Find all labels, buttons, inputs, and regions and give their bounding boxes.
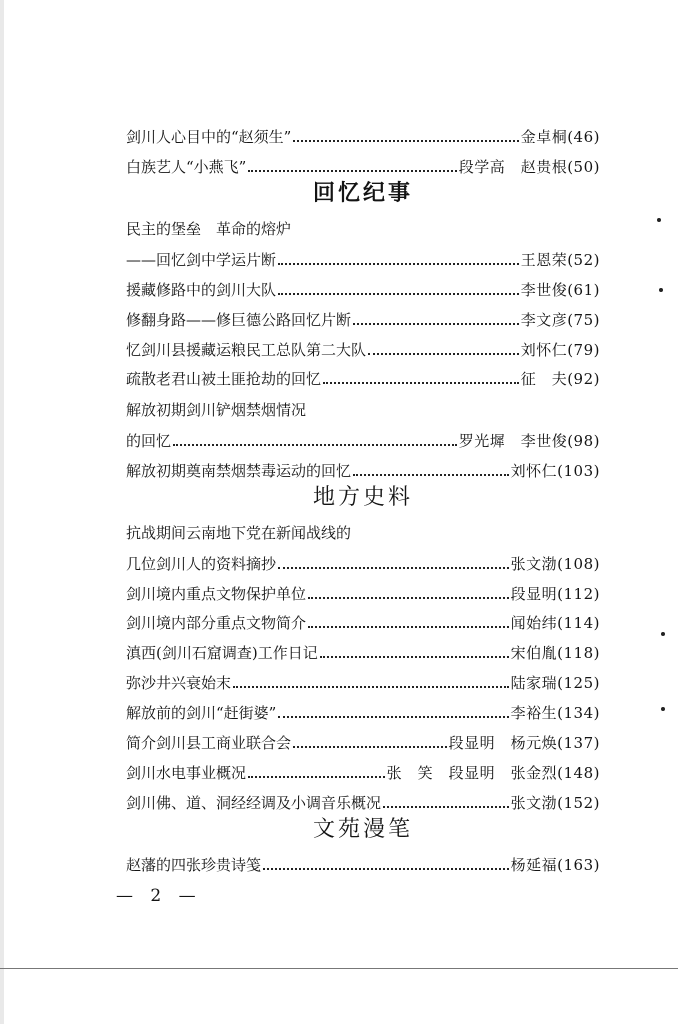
entry-title: 的回忆: [126, 432, 172, 450]
entry-author-page: 闻始纬(114): [510, 614, 600, 632]
entry-author-page: 段显明(112): [510, 585, 600, 603]
entry-title: 滇西(剑川石窟调查)工作日记: [126, 644, 318, 662]
section-heading: 地方史料: [312, 485, 413, 510]
toc-entry: [126, 634, 600, 662]
toc-entry: [126, 575, 600, 603]
dot-leader: [353, 323, 519, 325]
dot-leader: [263, 868, 509, 870]
toc-entry: [126, 331, 600, 359]
toc-entry: [126, 391, 600, 419]
dot-leader: [368, 353, 519, 355]
toc-entry: [126, 360, 600, 388]
entry-title: 抗战期间云南地下党在新闻战线的: [126, 524, 352, 542]
dot-leader: [173, 444, 457, 446]
dot-leader: [308, 597, 509, 599]
dot-leader: [320, 656, 509, 658]
entry-author-page: 段显明 杨元焕(137): [448, 734, 600, 752]
dot-leader: [293, 746, 447, 748]
dot-leader: [233, 686, 509, 688]
dot-leader: [278, 716, 508, 718]
page-number: — 2 —: [116, 886, 202, 906]
dot-leader: [383, 806, 509, 808]
dot-leader: [278, 293, 519, 295]
toc-entry: [126, 210, 600, 238]
entry-title: 白族艺人“小燕飞”: [126, 158, 247, 176]
entry-author-page: 段学高 赵贵根(50): [458, 158, 600, 176]
entry-author-page: 李裕生(134): [510, 704, 600, 722]
entry-author-page: 张文渤(152): [510, 794, 600, 812]
entry-title: 剑川佛、道、洞经经调及小调音乐概况: [126, 794, 382, 812]
entry-author-page: 宋伯胤(118): [510, 644, 600, 662]
dot-leader: [248, 170, 456, 172]
entry-title: 忆剑川县援藏运粮民工总队第二大队: [126, 341, 367, 359]
toc-entry: [126, 301, 600, 329]
entry-title: 简介剑川县工商业联合会: [126, 734, 292, 752]
entry-author-page: 陆家瑞(125): [510, 674, 600, 692]
toc-entry: [126, 784, 600, 812]
toc-entry: [126, 846, 600, 874]
entry-author-page: 罗光墀 李世俊(98): [458, 432, 600, 450]
entry-title: 修翻身路——修巨德公路回忆片断: [126, 311, 352, 329]
entry-title: 几位剑川人的资料摘抄: [126, 555, 277, 573]
toc-entry: [126, 241, 600, 269]
toc-entry: [126, 545, 600, 573]
entry-title: 剑川人心目中的“赵须生”: [126, 128, 292, 146]
entry-title: 疏散老君山被土匪抢劫的回忆: [126, 370, 322, 388]
entry-title: 解放初期奠南禁烟禁毒运动的回忆: [126, 462, 352, 480]
entry-author-page: 刘怀仁(79): [520, 341, 600, 359]
entry-author-page: 李文彦(75): [520, 311, 600, 329]
dot-leader: [353, 474, 509, 476]
toc-entry: [126, 754, 600, 782]
toc-entry: [126, 148, 600, 176]
section-heading: 回忆纪事: [312, 181, 413, 206]
entry-title: 解放前的剑川“赶街婆”: [126, 704, 277, 722]
entry-author-page: 刘怀仁(103): [510, 462, 600, 480]
toc-entry: [126, 604, 600, 632]
dot-leader: [248, 776, 385, 778]
toc-entry: [126, 694, 600, 722]
entry-author-page: 李世俊(61): [520, 281, 600, 299]
toc-entry: [126, 514, 600, 542]
toc-entry: [126, 664, 600, 692]
entry-author-page: 杨延福(163): [510, 856, 600, 874]
entry-title: 民主的堡垒 革命的熔炉: [126, 220, 292, 238]
entry-author-page: 征 夫(92): [520, 370, 600, 388]
toc-entry: [126, 271, 600, 299]
entry-title: 解放初期剑川铲烟禁烟情况: [126, 401, 307, 419]
bottom-rule: [0, 968, 678, 969]
scan-speck: [657, 218, 661, 222]
scan-speck: [661, 632, 665, 636]
entry-title: ——回忆剑中学运片断: [126, 251, 277, 269]
scan-speck: [659, 288, 663, 292]
dot-leader: [278, 263, 519, 265]
section-heading: 文苑漫笔: [312, 817, 413, 842]
toc-entry: [126, 724, 600, 752]
entry-title: 弥沙井兴衰始末: [126, 674, 232, 692]
entry-author-page: 张文渤(108): [510, 555, 600, 573]
entry-title: 赵藩的四张珍贵诗笺: [126, 856, 262, 874]
entry-author-page: 张 笑 段显明 张金烈(148): [386, 764, 600, 782]
scan-speck: [661, 707, 665, 711]
scan-edge-shadow: [0, 0, 4, 1024]
entry-author-page: 王恩荣(52): [520, 251, 600, 269]
toc-entry: [126, 452, 600, 480]
entry-title: 剑川境内部分重点文物简介: [126, 614, 307, 632]
entry-author-page: 金卓桐(46): [520, 128, 600, 146]
dot-leader: [323, 382, 519, 384]
entry-title: 剑川水电事业概况: [126, 764, 247, 782]
entry-title: 剑川境内重点文物保护单位: [126, 585, 307, 603]
dot-leader: [278, 567, 509, 569]
dot-leader: [293, 140, 518, 142]
toc-entry: [126, 422, 600, 450]
toc-entry: [126, 118, 600, 146]
dot-leader: [308, 626, 509, 628]
entry-title: 援藏修路中的剑川大队: [126, 281, 277, 299]
